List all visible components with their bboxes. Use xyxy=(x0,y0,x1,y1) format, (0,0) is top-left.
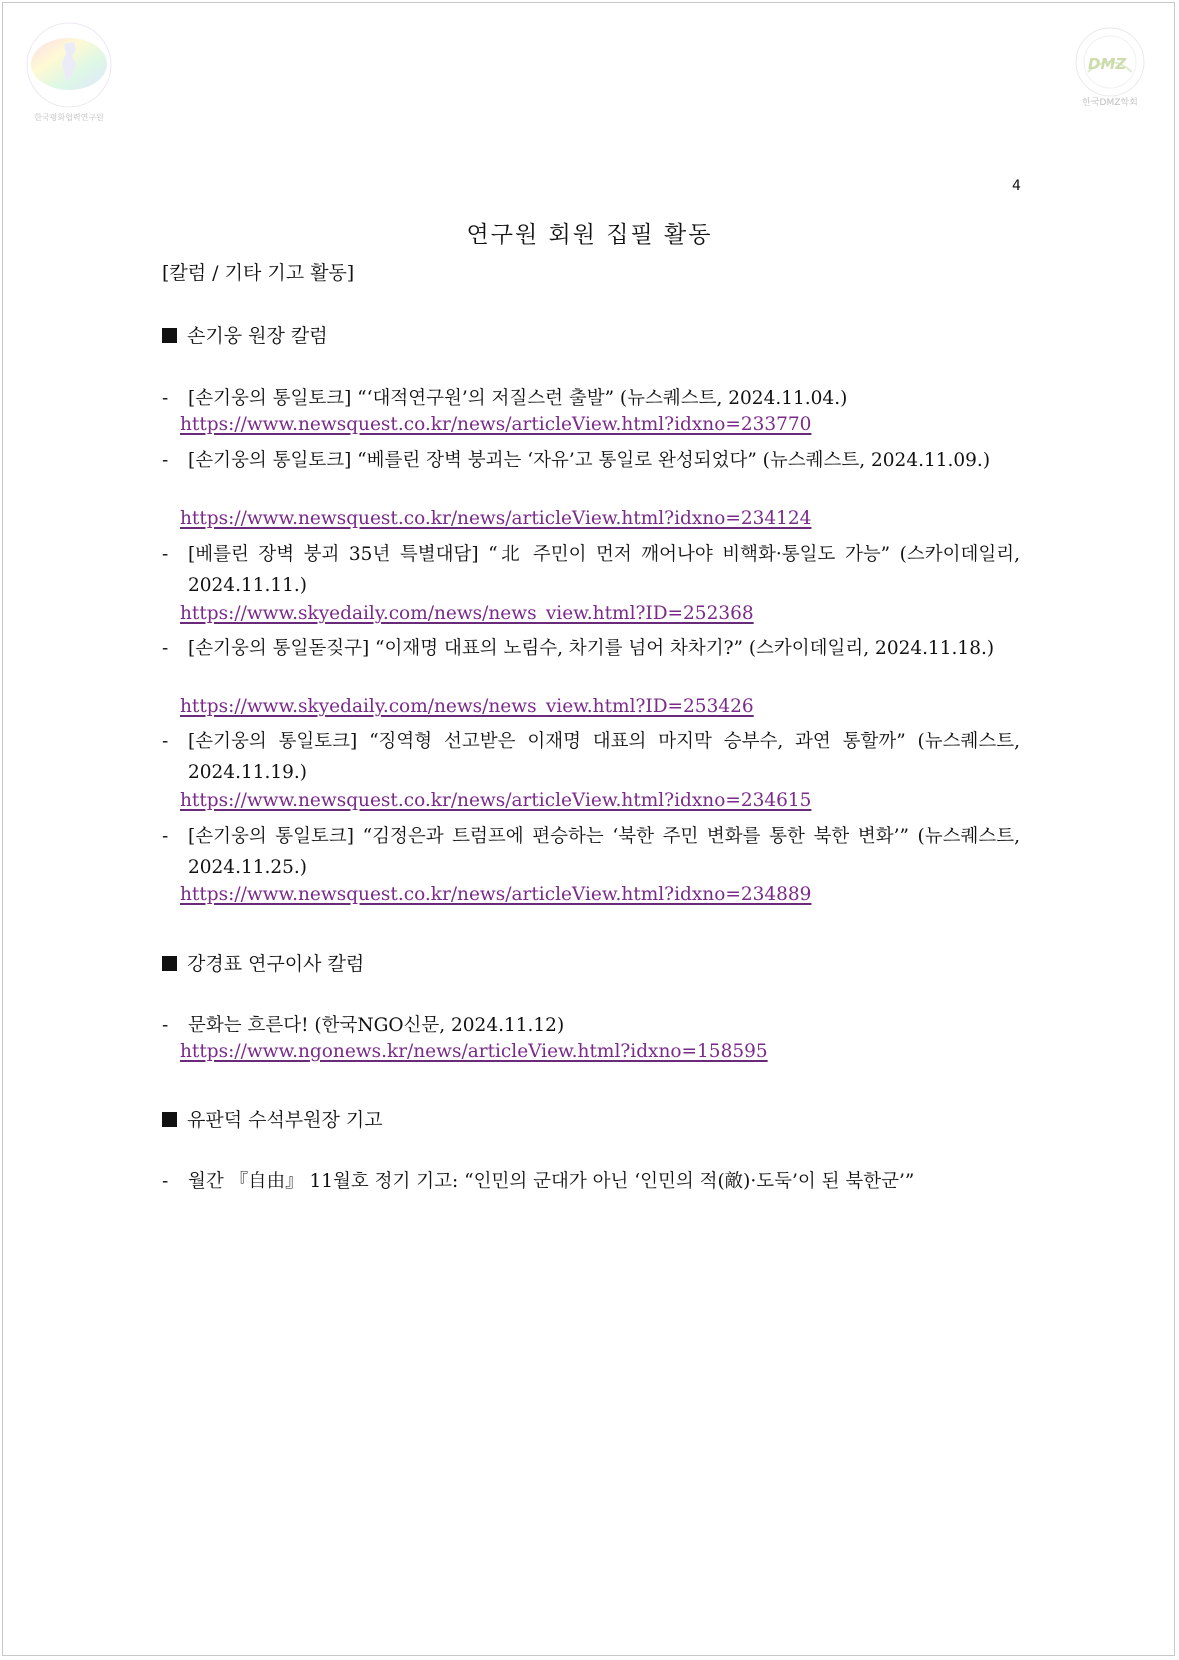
list-item: - [손기웅의 통일토크] “베를린 장벽 붕괴는 ‘자유’고 통일로 완성되었다” (뉴스퀘스트, 2024.11.09.) xyxy=(162,445,1020,476)
article-link[interactable]: https://www.skyedaily.com/news/news_view.html?ID=252368 xyxy=(180,603,754,624)
article-link[interactable]: https://www.ngonews.kr/news/articleView.html?idxno=158595 xyxy=(180,1041,768,1062)
black-square-icon xyxy=(162,328,177,343)
list-item: - [손기웅의 통일토크] “징역형 선고받은 이재명 대표의 마지막 승부수, 과연 통할까” (뉴스퀘스트, 2024.11.19.) xyxy=(162,726,1020,788)
list-item: - [베를린 장벽 붕괴 35년 특별대담] “北 주민이 먼저 깨어나야 비핵화·통일도 가능” (스카이데일리, 2024.11.11.) xyxy=(162,539,1020,601)
list-item: - [손기웅의 통일토크] “김정은과 트럼프에 편승하는 ‘북한 주민 변화를 통한 북한 변화’” (뉴스퀘스트, 2024.11.25.) xyxy=(162,821,1020,883)
right-logo-caption: 한국DMZ학회 xyxy=(1082,98,1138,108)
list-item: - 문화는 흐른다! (한국NGO신문, 2024.11.12) xyxy=(162,1010,1020,1041)
section-heading xyxy=(162,1105,383,1132)
entry-text: [손기웅의 통일토크] “징역형 선고받은 이재명 대표의 마지막 승부수, 과연 통할까” (뉴스퀘스트, 2024.11.19.) xyxy=(188,731,1020,783)
article-link[interactable]: https://www.newsquest.co.kr/news/articleView.html?idxno=234615 xyxy=(180,790,812,811)
article-link[interactable]: https://www.newsquest.co.kr/news/articleView.html?idxno=234124 xyxy=(180,508,812,529)
entry-text: [손기웅의 통일토크] “베를린 장벽 붕괴는 ‘자유’고 통일로 완성되었다” (뉴스퀘스트, 2024.11.09.) xyxy=(188,450,991,471)
page-number: 4 xyxy=(1012,178,1021,194)
left-logo-caption: 한국평화협력연구원 xyxy=(34,113,104,122)
institute-emblem-icon xyxy=(24,20,114,110)
institute-logo xyxy=(24,20,114,130)
entry-text: [손기웅의 통일토크] “김정은과 트럼프에 편승하는 ‘북한 주민 변화를 통한 북한 변화’” (뉴스퀘스트, 2024.11.25.) xyxy=(188,826,1020,878)
black-square-icon xyxy=(162,956,177,971)
article-link[interactable]: https://www.newsquest.co.kr/news/articleView.html?idxno=234889 xyxy=(180,884,812,905)
entry-text: [손기웅의 통일돋짖구] “이재명 대표의 노림수, 차기를 넘어 차차기?” (스카이데일리, 2024.11.18.) xyxy=(188,638,995,659)
document-subtitle: [칼럼 / 기타 기고 활동] xyxy=(162,262,355,284)
dmz-logo-text: DMZ xyxy=(1088,55,1127,73)
entry-text: [손기웅의 통일토크] “‘대적연구원’의 저질스런 출발” (뉴스퀘스트, 2024.11.04.) xyxy=(188,388,848,409)
entry-text: 월간 『自由』 11월호 정기 기고: “인민의 군대가 아닌 ‘인민의 적(敵)·도둑’이 된 북한군’” xyxy=(188,1171,915,1192)
list-item: - [손기웅의 통일돋짖구] “이재명 대표의 노림수, 차기를 넘어 차차기?” (스카이데일리, 2024.11.18.) xyxy=(162,633,1020,664)
society-logo xyxy=(1070,22,1150,122)
list-item: - [손기웅의 통일토크] “‘대적연구원’의 저질스런 출발” (뉴스퀘스트, 2024.11.04.) xyxy=(162,383,1020,414)
list-item: - 월간 『自由』 11월호 정기 기고: “인민의 군대가 아닌 ‘인민의 적(敵)·도둑’이 된 북한군’” xyxy=(162,1166,1020,1197)
section-heading xyxy=(162,949,364,976)
section-heading-text: 유판덕 수석부원장 기고 xyxy=(187,1109,383,1131)
section-heading xyxy=(162,321,328,348)
section-heading-text: 강경표 연구이사 칼럼 xyxy=(187,953,365,975)
article-link[interactable]: https://www.skyedaily.com/news/news_view.html?ID=253426 xyxy=(180,696,754,717)
black-square-icon xyxy=(162,1112,177,1127)
article-link[interactable]: https://www.newsquest.co.kr/news/articleView.html?idxno=233770 xyxy=(180,414,812,435)
section-heading-text: 손기웅 원장 칼럼 xyxy=(187,325,328,347)
entry-text: [베를린 장벽 붕괴 35년 특별대담] “北 주민이 먼저 깨어나야 비핵화·통일도 가능” (스카이데일리, 2024.11.11.) xyxy=(188,544,1020,596)
entry-text: 문화는 흐른다! (한국NGO신문, 2024.11.12) xyxy=(188,1015,565,1036)
document-title: 연구원 회원 집필 활동 xyxy=(466,222,713,248)
